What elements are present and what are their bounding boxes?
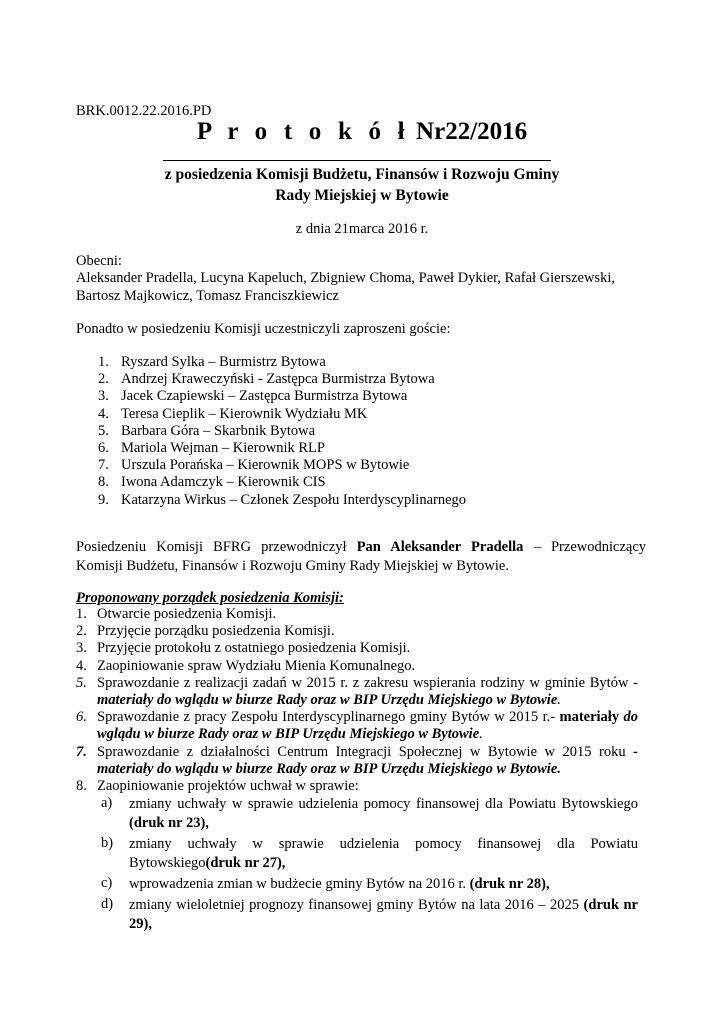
list-item: 6. Sprawozdanie z pracy Zespołu Interdyscyplinarnego gminy Bytów w 2015 r.- materiały do wglądu w biurze Rady oraz w BIP Urzędu Miejskiego w Bytowie. [76, 709, 638, 743]
list-item: 4. Zaopiniowanie spraw Wydziału Mienia Komunalnego. [76, 657, 416, 674]
present-line-1: Aleksander Pradella, Lucyna Kapeluch, Zbigniew Choma, Paweł Dykier, Rafał Gierszewski, [76, 270, 615, 286]
list-item: 7. Sprawozdanie z działalności Centrum Integracji Społecznej w Bytowie w 2015 roku - materiały do wglądu w biurze Rady oraz w BIP Urzędu Miejskiego w Bytowie. [76, 743, 639, 777]
present-members [76, 270, 646, 305]
list-item: 8. Zaopiniowanie projektów uchwał w sprawie: a) zmiany uchwały w sprawie udzielenia pomocy finansowej dla Powiatu Bytowskiego (druk nr 23), b) zmiany uchwały w sprawie udzielenia pomocy finansowej dla Powiatu Bytowskiego(druk nr 27), c) wprowadzenia zmian w budżecie gminy Bytów na 2016 r. (druk nr 28), d) zmiany wieloletniej prognozy finansowej gminy Bytów na lata 2016 – 2025 (druk nr 29), [76, 778, 638, 933]
list-item: d) zmiany wieloletniej prognozy finansowej gminy Bytów na lata 2016 – 2025 (druk nr 29), [101, 896, 638, 933]
document-title [0, 118, 724, 146]
list-item: 5. Sprawozdanie z realizacji zadań w 2015 r. z zakresu wspierania rodziny w gminie Bytów - materiały do wglądu w biurze Rady oraz w BIP Urzędu Miejskiego w Bytowie. [76, 674, 638, 709]
list-item: 1. Otwarcie posiedzenia Komisji. [76, 606, 277, 622]
subtitle-line-2: Rady Miejskiej w Bytowie [275, 187, 449, 204]
list-item: 7. Urszula Porańska – Kierownik MOPS w Bytowie [98, 457, 410, 474]
list-item: 1. Ryszard Sylka – Burmistrz Bytowa [98, 354, 326, 370]
chair-line-1: Posiedzeniu Komisji BFRG przewodniczył Pan Aleksander Pradella – Przewodniczący [76, 539, 646, 555]
list-item: c) wprowadzenia zmian w budżecie gminy Bytów na 2016 r. (druk nr 28), [101, 875, 550, 893]
list-item: 2. Andrzej Kraweczyński - Zastępca Burmistrza Bytowa [98, 371, 435, 388]
agenda-title: Proponowany porządek posiedzenia Komisji: [76, 590, 344, 606]
title-number: Nr22/2016 [416, 118, 528, 145]
list-item: 5. Barbara Góra – Skarbnik Bytowa [98, 422, 316, 439]
agenda-list [76, 606, 638, 936]
list-item: 3. Przyjęcie protokołu z ostatniego posiedzenia Komisji. [76, 640, 411, 657]
list-item: a) zmiany uchwały w sprawie udzielenia pomocy finansowej dla Powiatu Bytowskiego (druk nr 23), [101, 795, 638, 832]
guests-list [76, 354, 466, 509]
list-item: 8. Iwona Adamczyk – Kierownik CIS [98, 474, 326, 491]
document-subtitle [0, 164, 724, 206]
present-line-2: Bartosz Majkowicz, Tomasz Franciszkiewicz [76, 287, 339, 304]
chair-paragraph [76, 538, 646, 575]
meeting-date: z dnia 21marca 2016 r. [295, 221, 429, 237]
subtitle-line-1: z posiedzenia Komisji Budżetu, Finansów i Rozwoju Gminy [164, 166, 560, 183]
chair-line-2: Komisji Budżetu, Finansów i Rozwoju Gminy Rady Miejskiej w Bytowie. [76, 557, 509, 574]
list-item: b) zmiany uchwały w sprawie udzielenia pomocy finansowej dla Powiatu Bytowskiego(druk nr 27), [101, 835, 638, 872]
list-item: 2. Przyjęcie porządku posiedzenia Komisji. [76, 623, 335, 640]
list-item: 4. Teresa Cieplik – Kierownik Wydziału MK [98, 405, 368, 422]
list-item: 6. Mariola Wejman – Kierownik RLP [98, 440, 325, 457]
title-underline [163, 160, 551, 161]
guests-intro: Ponadto w posiedzeniu Komisji uczestniczyli zaproszeni goście: [76, 321, 451, 337]
chair-name: Pan Aleksander Pradella [356, 539, 524, 555]
present-label: Obecni: [76, 253, 122, 269]
document-reference: BRK.0012.22.2016.PD [76, 103, 212, 119]
list-item: 9. Katarzyna Wirkus – Członek Zespołu Interdyscyplinarnego [98, 491, 467, 508]
resolutions-sublist [97, 795, 638, 934]
title-word: P r o t o k ó ł [196, 118, 410, 145]
list-item: 3. Jacek Czapiewski – Zastępca Burmistrza Bytowa [98, 388, 408, 405]
